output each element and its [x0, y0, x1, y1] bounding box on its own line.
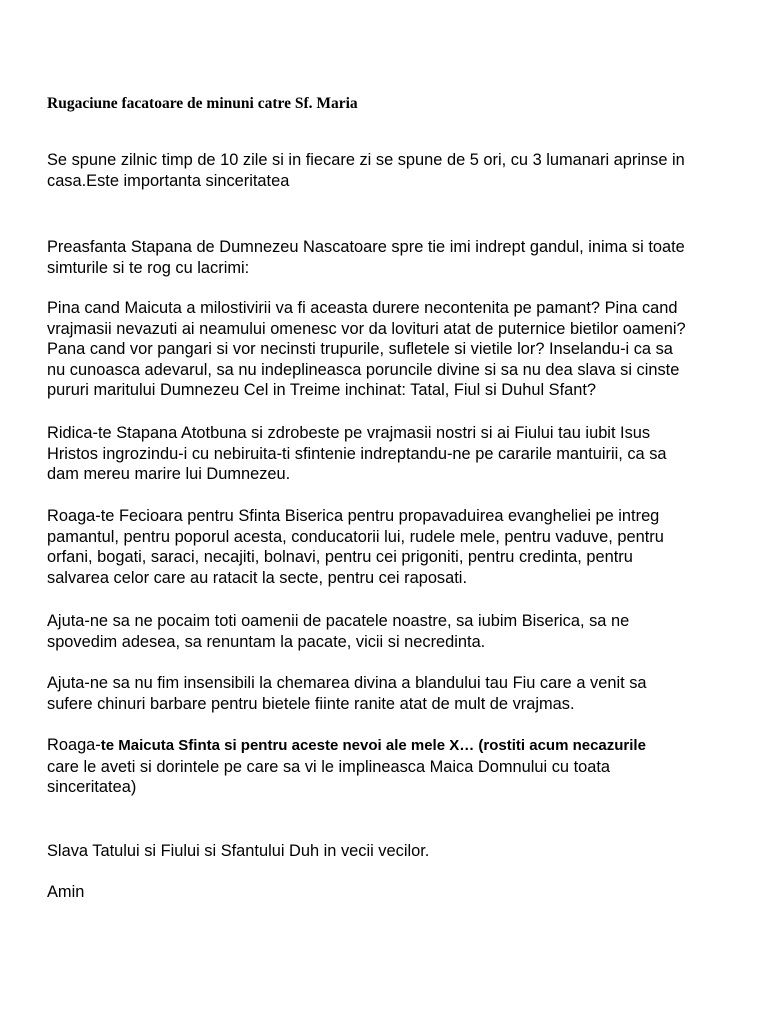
text-line: salvarea celor care au ratacit la secte, pentru cei raposati.: [47, 568, 467, 587]
text-line: Pina cand Maicuta a milostivirii va fi aceasta durere necontenita pe pamant? Pina cand: [47, 299, 678, 317]
text-line: sinceritatea): [47, 778, 137, 797]
text-line: Ajuta-ne sa ne pocaim toti oamenii de pacatele noastre, sa iubim Biserica, sa ne: [47, 612, 630, 630]
bold-text-segment: te Maicuta Sfinta si pentru aceste nevoi ale mele X… (rostiti acum necazurile: [100, 737, 646, 754]
text-line: Pana cand vor pangari si vor necinsti trupurile, sufletele si vietile lor? Inselandu-i ca sa: [47, 340, 673, 359]
prayer-paragraph-1: [47, 298, 747, 401]
text-line: orfani, bogati, saraci, necajiti, bolnavi, pentru cei prigoniti, pentru credinta, pentru: [47, 548, 633, 567]
invocation-paragraph: [47, 237, 747, 278]
text-line: Preasfanta Stapana de Dumnezeu Nascatoare spre tie imi indrept gandul, inima si toate: [47, 238, 685, 256]
text-line: Slava Tatului si Fiului si Sfantului Duh in vecii vecilor.: [47, 842, 430, 860]
prayer-paragraph-2: [47, 423, 747, 485]
document-title: Rugaciune facatoare de minuni catre Sf. Maria: [47, 95, 358, 112]
text-segment: Roaga-: [47, 736, 101, 754]
prayer-paragraph-3: [47, 506, 747, 588]
instructions-paragraph: [47, 150, 747, 191]
text-line: [47, 735, 747, 757]
text-line: Roaga-te Fecioara pentru Sfinta Biserica pentru propavaduirea evangheliei pe intreg: [47, 507, 660, 525]
text-line: Ajuta-ne sa nu fim insensibili la chemarea divina a blandului tau Fiu care a venit sa: [47, 674, 647, 692]
text-line: vrajmasii nevazuti ai neamului omenesc vor da lovituri atat de puternice bietilor oameni?: [47, 319, 686, 338]
closing-amin: [47, 882, 747, 903]
prayer-paragraph-5: [47, 673, 747, 714]
doxology-line: [47, 841, 747, 862]
text-line: Se spune zilnic timp de 10 zile si in fiecare zi se spune de 5 ori, cu 3 lumanari aprinse in: [47, 151, 685, 169]
text-line: simturile si te rog cu lacrimi:: [47, 258, 250, 277]
text-line: Ridica-te Stapana Atotbuna si zdrobeste pe vrajmasii nostri si ai Fiului tau iubit Isus: [47, 424, 651, 442]
prayer-paragraph-4: [47, 611, 747, 652]
text-line: nu cunoasca adevarul, sa nu indeplineasca poruncile divine si sa nu dea slava si cinste: [47, 360, 680, 379]
text-line: casa.Este importanta sinceritatea: [47, 171, 290, 190]
text-line: sufere chinuri barbare pentru bietele fiinte ranite atat de mult de vrajmas.: [47, 694, 575, 713]
text-line: care le aveti si dorintele pe care sa vi le implineasca Maica Domnului cu toata: [47, 757, 611, 776]
prayer-paragraph-6: [47, 735, 747, 798]
text-line: pururi maritului Dumnezeu Cel in Treime inchinat: Tatal, Fiul si Duhul Sfant?: [47, 381, 597, 400]
text-line: dam mereu marire lui Dumnezeu.: [47, 465, 291, 484]
text-line: Amin: [47, 883, 85, 901]
text-line: spovedim adesea, sa renuntam la pacate, vicii si necredinta.: [47, 632, 486, 651]
text-line: pamantul, pentru poporul acesta, conducatorii lui, rudele mele, pentru vaduve, pentru: [47, 527, 664, 546]
text-line: Hristos ingrozindu-i cu nebiruita-ti sfintenie indreptandu-ne pe cararile mantuirii, ca sa: [47, 444, 667, 463]
